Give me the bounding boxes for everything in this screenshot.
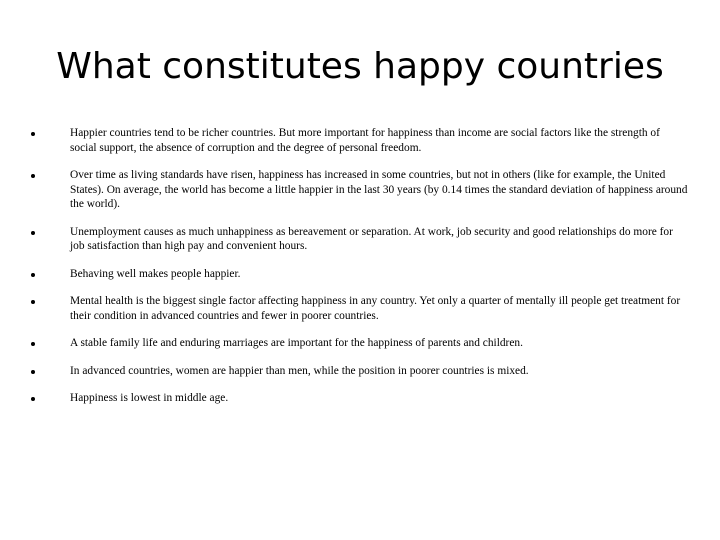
bullet-text: Behaving well makes people happier. <box>70 267 241 280</box>
bullet-list <box>28 126 688 419</box>
slide-title: What constitutes happy countries <box>56 46 664 87</box>
bullet-text: Mental health is the biggest single factor affecting happiness in any country. Yet only a quarter of mentally ill people get treatment for their condition in advanced countries and fewer in poorer countries. <box>70 295 681 322</box>
bullet-item-2 <box>28 168 688 212</box>
bullet-dot-icon <box>31 174 35 178</box>
bullet-item-7 <box>28 364 688 379</box>
bullet-dot-icon <box>31 342 35 346</box>
bullet-text: Happiness is lowest in middle age. <box>70 392 229 404</box>
bullet-dot-icon <box>31 300 35 304</box>
bullet-dot-icon <box>31 370 35 374</box>
bullet-dot-icon <box>31 273 35 277</box>
bullet-dot-icon <box>31 132 35 136</box>
bullet-text: A stable family life and enduring marriages are important for the happiness of parents and children. <box>70 337 523 349</box>
bullet-dot-icon <box>31 231 35 235</box>
bullet-item-4 <box>28 267 688 282</box>
bullet-text: Unemployment causes as much unhappiness as bereavement or separation. At work, job security and good relationships do more for job satisfaction than high pay and convenient hours. <box>70 225 673 252</box>
bullet-text: Over time as living standards have risen, happiness has increased in some countries, but not in others (like for example, the United States). On average, the world has become a little happier in the last 30 years (by 0.14 times the standard deviation of happiness around the world). <box>70 169 688 210</box>
bullet-text: In advanced countries, women are happier than men, while the position in poorer countries is mixed. <box>70 364 529 377</box>
bullet-item-1 <box>28 126 688 155</box>
bullet-item-5 <box>28 294 688 323</box>
bullet-item-8 <box>28 391 688 406</box>
bullet-item-6 <box>28 336 688 351</box>
bullet-dot-icon <box>31 397 35 401</box>
bullet-item-3 <box>28 225 688 254</box>
bullet-text: Happier countries tend to be richer countries. But more important for happiness than income are social factors like the strength of social support, the absence of corruption and the degree of personal freedom. <box>70 127 660 154</box>
